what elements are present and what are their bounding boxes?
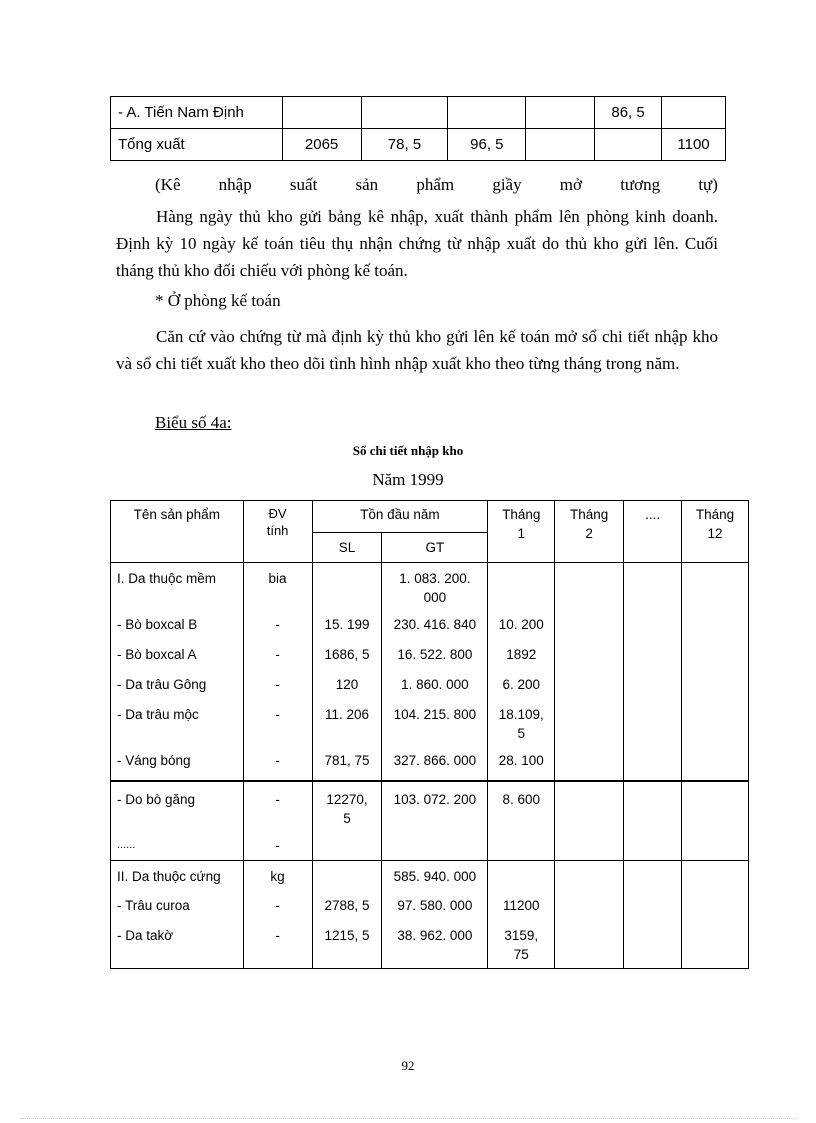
cell-gt: 97. 580. 000 xyxy=(382,892,488,922)
table-cell xyxy=(448,97,526,129)
header-month12: Tháng 12 xyxy=(681,501,748,563)
cell-gt: 38. 962. 000 xyxy=(382,922,488,969)
cell-sl: 15. 199 xyxy=(312,611,382,641)
cell-name: ...... xyxy=(111,832,244,860)
cell-sl: 120 xyxy=(312,671,382,701)
cell-name: - Da takờ xyxy=(111,922,244,969)
cell-empty xyxy=(681,922,748,969)
cell-empty xyxy=(681,892,748,922)
table-row xyxy=(111,747,749,781)
cell-sl: 11. 206 xyxy=(312,701,382,747)
cell-sl xyxy=(312,832,382,860)
cell-empty xyxy=(555,563,624,612)
cell-empty xyxy=(555,671,624,701)
table-year: Năm 1999 xyxy=(372,470,444,489)
header-qty: SL xyxy=(312,533,382,563)
cell-gt: 104. 215. 800 xyxy=(382,701,488,747)
ledger-table xyxy=(110,500,749,969)
paragraph: Căn cứ vào chứng từ mà định kỳ thủ kho gửi lên kế toán mở sổ chi tiết nhập kho và sổ chi tiết xuất kho theo dõi tình hình nhập xuất kho theo từng tháng trong năm. xyxy=(116,327,718,373)
cell-month1 xyxy=(488,832,555,860)
cell-sl xyxy=(312,860,382,892)
cell-empty xyxy=(555,892,624,922)
summary-export-table xyxy=(110,96,726,161)
caption-word: mở xyxy=(559,175,582,194)
caption-line xyxy=(155,171,718,198)
cell-empty xyxy=(681,781,748,832)
cell-empty xyxy=(555,747,624,781)
cell-sl: 1686, 5 xyxy=(312,641,382,671)
cell-empty xyxy=(624,611,682,641)
form-label xyxy=(155,413,232,433)
table-cell xyxy=(662,97,726,129)
cell-month1: 18.109, 5 xyxy=(488,701,555,747)
table-row xyxy=(111,701,749,747)
table-row xyxy=(111,922,749,969)
cell-month1: 11200 xyxy=(488,892,555,922)
caption-word: phẩm xyxy=(416,175,455,194)
table-row xyxy=(111,611,749,641)
cell-empty xyxy=(555,860,624,892)
table-row xyxy=(111,832,749,860)
cell-empty xyxy=(555,701,624,747)
caption-word: (Kê xyxy=(155,175,181,194)
cell-name: - Bò boxcal A xyxy=(111,641,244,671)
cell-empty xyxy=(555,641,624,671)
cell-unit: - xyxy=(243,747,312,781)
cell-gt: 1. 860. 000 xyxy=(382,671,488,701)
header-ellipsis: .... xyxy=(624,501,682,563)
cell-month1: 28. 100 xyxy=(488,747,555,781)
table-row xyxy=(111,860,749,892)
cell-unit: - xyxy=(243,781,312,832)
cell-sl: 781, 75 xyxy=(312,747,382,781)
cell-empty xyxy=(555,922,624,969)
cell-unit: - xyxy=(243,892,312,922)
caption-word: tương xyxy=(620,175,661,194)
cell-name: - Do bò găng xyxy=(111,781,244,832)
cell-month1: 3159, 75 xyxy=(488,922,555,969)
header-value: GT xyxy=(382,533,488,563)
cell-unit: kg xyxy=(243,860,312,892)
cell-gt: 16. 522. 800 xyxy=(382,641,488,671)
cell-month1: 6. 200 xyxy=(488,671,555,701)
caption-word: nhập xyxy=(218,175,252,194)
cell-month1 xyxy=(488,860,555,892)
table-cell: 86, 5 xyxy=(595,97,662,129)
table-cell xyxy=(595,129,662,161)
table-cell: 2065 xyxy=(282,129,361,161)
table-cell: 1100 xyxy=(662,129,726,161)
table-row xyxy=(111,781,749,832)
section-heading: * Ở phòng kế toán xyxy=(155,291,281,310)
cell-gt: 327. 866. 000 xyxy=(382,747,488,781)
cell-month1 xyxy=(488,563,555,612)
cell-month1: 1892 xyxy=(488,641,555,671)
cell-unit: - xyxy=(243,922,312,969)
header-month1: Tháng 1 xyxy=(488,501,555,563)
cell-gt: 230. 416. 840 xyxy=(382,611,488,641)
header-unit: ĐV tính xyxy=(243,501,312,563)
cell-month1: 8. 600 xyxy=(488,781,555,832)
caption-word: suất xyxy=(289,175,318,194)
cell-empty xyxy=(624,922,682,969)
cell-name: - Da trâu Gông xyxy=(111,671,244,701)
table-cell: 78, 5 xyxy=(361,129,448,161)
cell-empty xyxy=(681,747,748,781)
cell-name: - Váng bóng xyxy=(111,747,244,781)
cell-unit: - xyxy=(243,611,312,641)
cell-name: II. Da thuộc cứng xyxy=(111,860,244,892)
cell-empty xyxy=(555,611,624,641)
cell-gt: 585. 940. 000 xyxy=(382,860,488,892)
cell-sl: 12270, 5 xyxy=(312,781,382,832)
table-cell: - A. Tiến Nam Định xyxy=(111,97,283,129)
caption-word: sản xyxy=(355,175,379,194)
cell-month1: 10. 200 xyxy=(488,611,555,641)
header-month2: Tháng 2 xyxy=(555,501,624,563)
cell-empty xyxy=(624,701,682,747)
table-cell: 96, 5 xyxy=(448,129,526,161)
cell-unit: bia xyxy=(243,563,312,612)
cell-empty xyxy=(555,781,624,832)
cell-sl xyxy=(312,563,382,612)
cell-empty xyxy=(681,832,748,860)
cell-unit: - xyxy=(243,832,312,860)
cell-sl: 1215, 5 xyxy=(312,922,382,969)
cell-unit: - xyxy=(243,641,312,671)
page-footer-divider xyxy=(20,1118,796,1119)
cell-empty xyxy=(681,611,748,641)
cell-gt: 1. 083. 200. 000 xyxy=(382,563,488,612)
cell-gt xyxy=(382,832,488,860)
cell-name: I. Da thuộc mềm xyxy=(111,563,244,612)
cell-name: - Da trâu mộc xyxy=(111,701,244,747)
cell-empty xyxy=(624,781,682,832)
table-cell xyxy=(282,97,361,129)
cell-empty xyxy=(681,701,748,747)
caption-word: tự) xyxy=(698,175,718,194)
table-row xyxy=(111,641,749,671)
table-cell xyxy=(526,97,595,129)
header-product: Tên sản phẩm xyxy=(111,501,244,563)
cell-empty xyxy=(681,671,748,701)
table-cell xyxy=(526,129,595,161)
table-row xyxy=(111,97,726,129)
cell-unit: - xyxy=(243,671,312,701)
cell-empty xyxy=(624,892,682,922)
cell-empty xyxy=(681,563,748,612)
cell-empty xyxy=(624,832,682,860)
cell-empty xyxy=(555,832,624,860)
cell-empty xyxy=(624,747,682,781)
page-number: 92 xyxy=(401,1058,415,1073)
table-row xyxy=(111,129,726,161)
cell-empty xyxy=(624,860,682,892)
cell-empty xyxy=(681,641,748,671)
cell-name: - Trâu curoa xyxy=(111,892,244,922)
table-cell xyxy=(361,97,448,129)
table-row xyxy=(111,892,749,922)
cell-gt: 103. 072. 200 xyxy=(382,781,488,832)
table-row xyxy=(111,563,749,612)
table-cell: Tổng xuất xyxy=(111,129,283,161)
table-title: Sổ chi tiết nhập kho xyxy=(352,443,464,458)
header-row xyxy=(111,501,749,533)
cell-sl: 2788, 5 xyxy=(312,892,382,922)
cell-empty xyxy=(624,563,682,612)
header-opening: Tồn đầu năm xyxy=(312,501,488,533)
caption-word: giầy xyxy=(492,175,522,194)
cell-empty xyxy=(624,671,682,701)
cell-empty xyxy=(624,641,682,671)
cell-name: - Bò boxcal B xyxy=(111,611,244,641)
cell-unit: - xyxy=(243,701,312,747)
paragraph: Hàng ngày thủ kho gửi bảng kê nhập, xuất thành phẩm lên phòng kinh doanh. Định kỳ 10 ngày kế toán tiêu thụ nhận chứng từ nhập xuất do thủ kho gửi lên. Cuối tháng thủ kho đối chiếu với phòng kế toán. xyxy=(116,207,718,280)
form-label-text: Biểu số 4a: xyxy=(155,413,232,432)
cell-empty xyxy=(681,860,748,892)
table-row xyxy=(111,671,749,701)
